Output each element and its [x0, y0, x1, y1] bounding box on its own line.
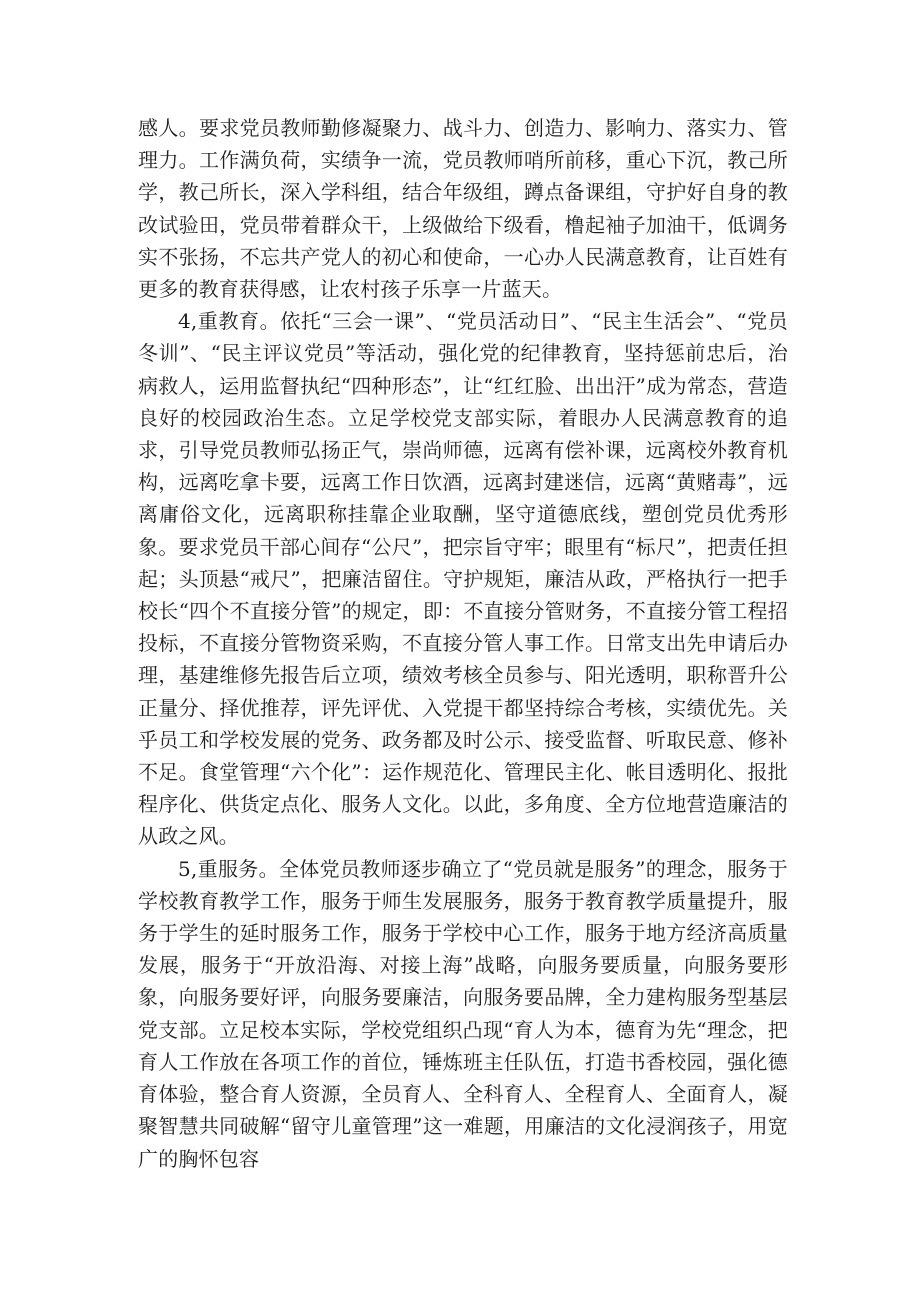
paragraph-education: 4,重教育。依托“三会一课”、“党员活动日”、“民主生活会”、“党员冬训”、“民主评议党员”等活动，强化党的纪律教育，坚持惩前忠后，治病救人，运用监督执纪“四种形态”，让“红红脸、出出汗”成为常态，营造良好的校园政治生态。立足学校党支部实际，着眼办人民满意教育的追求，引导党员教师弘扬正气，崇尚师德，远离有偿补课，远离校外教育机构，远离吃拿卡要，远离工作日饮酒，远离封建迷信，远离“黄赌毒”，远离庸俗文化，远离职称挂靠企业取酬，坚守道德底线，塑创党员优秀形象。要求党员干部心间存“公尺”，把宗旨守牢；眼里有“标尺”，把责任担起；头顶悬“戒尺”，把廉洁留住。守护规矩，廉洁从政，严格执行一把手校长“四个不直接分管”的规定，即：不直接分管财务，不直接分管工程招投标，不直接分管物资采购，不直接分管人事工作。日常支出先申请后办理，基建维修先报告后立项，绩效考核全员参与、阳光透明，职称晋升公正量分、择优推荐，评先评优、入党提干都坚持综合考核，实绩优先。关乎员工和学校发展的党务、政务都及时公示、接受监督、听取民意、修补不足。食堂管理“六个化”：运作规范化、管理民主化、帐目透明化、报批程序化、供货定点化、服务人文化。以此，多角度、全方位地营造廉洁的从政之风。 — [138, 309, 788, 849]
document-body — [138, 112, 788, 1175]
paragraph-continuation: 感人。要求党员教师勤修凝聚力、战斗力、创造力、影响力、落实力、管理力。工作满负荷，实绩争一流，党员教师哨所前移，重心下沉，教己所学，教己所长，深入学科组，结合年级组，蹲点备课组，守护好自身的教改试验田，党员带着群众干，上级做给下级看，橹起袖子加油干，低调务实不张扬，不忘共产党人的初心和使命，一心办人民满意教育，让百姓有更多的教育获得感，让农村孩子乐享一片蓝天。 — [138, 116, 788, 302]
paragraph-service: 5,重服务。全体党员教师逐步确立了“党员就是服务”的理念，服务于学校教育教学工作，服务于师生发展服务，服务于教育教学质量提升，服务于学生的延时服务工作，服务于学校中心工作，服务于地方经济高质量发展，服务于“开放沿海、对接上海”战略，向服务要质量，向服务要形象，向服务要好评，向服务要廉洁，向服务要品牌，全力建构服务型基层党支部。立足校本实际，学校党组织凸现“育人为本，德育为先“理念，把育人工作放在各项工作的首位，锤炼班主任队伍，打造书香校园，强化德育体验，整合育人资源，全员育人、全科育人、全程育人、全面育人，凝聚智慧共同破解“留守儿童管理”这一难题，用廉洁的文化浸润孩子，用宽广的胸怀包容 — [138, 856, 788, 1171]
